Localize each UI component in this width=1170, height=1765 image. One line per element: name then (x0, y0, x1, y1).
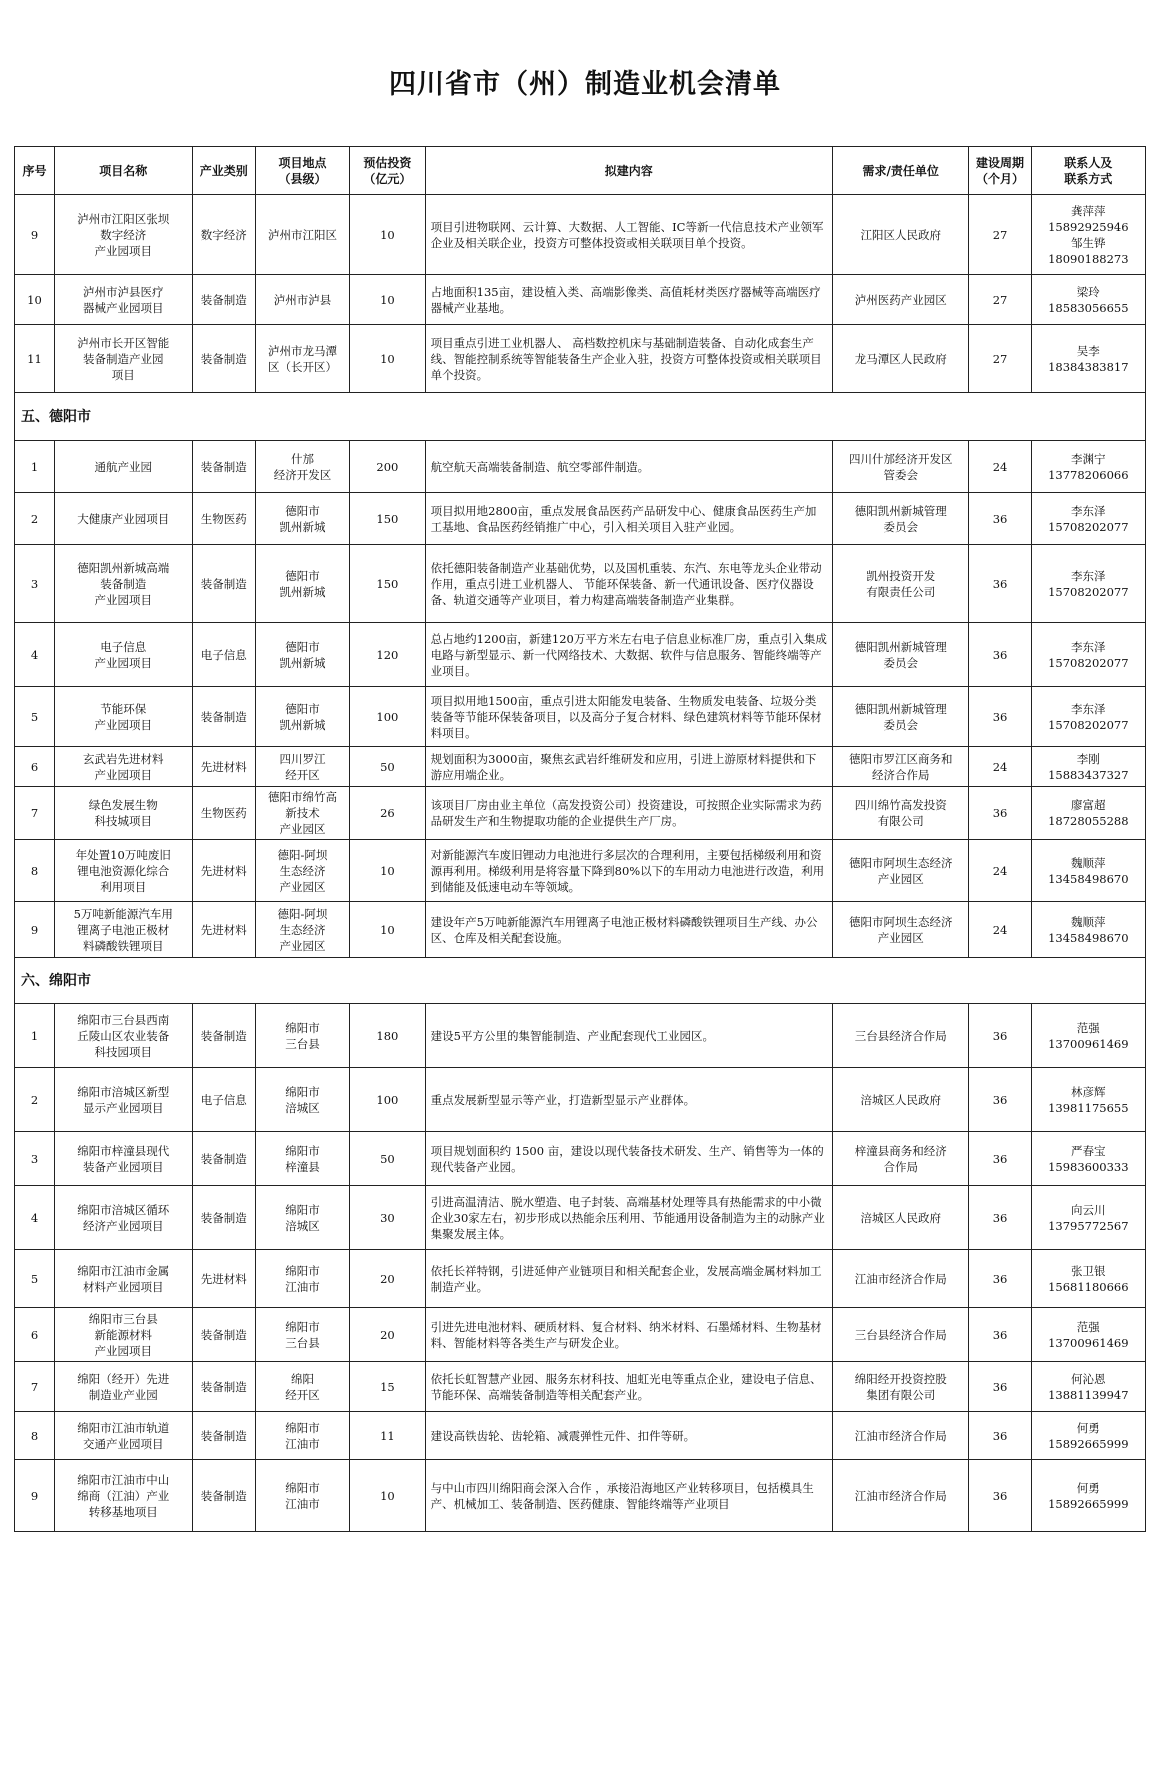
cell-contact: 李东泽 15708202077 (1031, 493, 1145, 545)
cell-location: 绵阳市 江油市 (255, 1250, 349, 1308)
cell-seq: 9 (15, 195, 55, 275)
cell-name: 绵阳市梓潼县现代 装备产业园项目 (54, 1132, 192, 1186)
cell-unit: 德阳市阿坝生态经济 产业园区 (832, 902, 969, 958)
cell-name: 年处置10万吨废旧 锂电池资源化综合 利用项目 (54, 840, 192, 902)
cell-content: 项目拟用地2800亩，重点发展食品医药产品研发中心、健康食品医药生产加工基地、食品医药经销推广中心，引入相关项目入驻产业园。 (425, 493, 832, 545)
cell-seq: 8 (15, 840, 55, 902)
cell-category: 装备制造 (192, 545, 255, 623)
cell-investment: 10 (350, 840, 425, 902)
cell-category: 装备制造 (192, 1460, 255, 1532)
cell-seq: 2 (15, 493, 55, 545)
table-row (15, 1004, 1146, 1068)
page-title: 四川省市（州）制造业机会清单 (389, 69, 781, 100)
cell-investment: 20 (350, 1308, 425, 1362)
cell-category: 先进材料 (192, 747, 255, 787)
cell-category: 装备制造 (192, 1186, 255, 1250)
table-row (15, 747, 1146, 787)
header-investment: 预估投资 （亿元） (350, 147, 425, 195)
cell-name: 泸州市长开区智能 装备制造产业园 项目 (54, 325, 192, 393)
cell-contact: 梁玲 18583056655 (1031, 275, 1145, 325)
cell-unit: 四川什邡经济开发区 管委会 (832, 441, 969, 493)
cell-name: 玄武岩先进材料 产业园项目 (54, 747, 192, 787)
cell-seq: 11 (15, 325, 55, 393)
cell-contact: 严春宝 15983600333 (1031, 1132, 1145, 1186)
table-row (15, 1186, 1146, 1250)
cell-contact: 李刚 15883437327 (1031, 747, 1145, 787)
table-row (15, 1250, 1146, 1308)
cell-contact: 范强 13700961469 (1031, 1308, 1145, 1362)
cell-location: 德阳市 凯州新城 (255, 623, 349, 687)
cell-content: 重点发展新型显示等产业，打造新型显示产业群体。 (425, 1068, 832, 1132)
cell-category: 装备制造 (192, 1308, 255, 1362)
cell-category: 装备制造 (192, 275, 255, 325)
cell-investment: 100 (350, 687, 425, 747)
cell-location: 绵阳市 涪城区 (255, 1068, 349, 1132)
cell-contact: 范强 13700961469 (1031, 1004, 1145, 1068)
cell-content: 规划面积为3000亩，聚焦玄武岩纤维研发和应用，引进上游原材料提供和下游应用端企业。 (425, 747, 832, 787)
cell-period: 36 (969, 1412, 1031, 1460)
cell-period: 24 (969, 747, 1031, 787)
cell-seq: 6 (15, 1308, 55, 1362)
cell-period: 24 (969, 902, 1031, 958)
cell-period: 36 (969, 493, 1031, 545)
cell-period: 36 (969, 1308, 1031, 1362)
cell-contact: 李渊宁 13778206066 (1031, 441, 1145, 493)
cell-category: 装备制造 (192, 1004, 255, 1068)
cell-location: 德阳-阿坝 生态经济 产业园区 (255, 840, 349, 902)
cell-contact: 龚萍萍 15892925946 邹生铧 18090188273 (1031, 195, 1145, 275)
cell-name: 绵阳市三台县西南 丘陵山区农业装备 科技园项目 (54, 1004, 192, 1068)
cell-content: 依托长虹智慧产业园、服务东材科技、旭虹光电等重点企业，建设电子信息、节能环保、高端装备制造等相关配套产业。 (425, 1362, 832, 1412)
cell-content: 引进先进电池材料、硬质材料、复合材料、纳米材料、石墨烯材料、生物基材料、智能材料等各类生产与研发企业。 (425, 1308, 832, 1362)
cell-contact: 林彦辉 13981175655 (1031, 1068, 1145, 1132)
cell-unit: 四川绵竹高发投资 有限公司 (832, 787, 969, 840)
cell-investment: 10 (350, 195, 425, 275)
cell-unit: 江油市经济合作局 (832, 1412, 969, 1460)
cell-unit: 三台县经济合作局 (832, 1004, 969, 1068)
cell-period: 36 (969, 687, 1031, 747)
table-row (15, 1362, 1146, 1412)
cell-name: 绿色发展生物 科技城项目 (54, 787, 192, 840)
cell-seq: 3 (15, 1132, 55, 1186)
cell-period: 36 (969, 623, 1031, 687)
cell-content: 航空航天高端装备制造、航空零部件制造。 (425, 441, 832, 493)
cell-location: 四川罗江 经开区 (255, 747, 349, 787)
cell-name: 电子信息 产业园项目 (54, 623, 192, 687)
table-row (15, 623, 1146, 687)
cell-investment: 120 (350, 623, 425, 687)
section-header-row (15, 393, 1146, 441)
header-content: 拟建内容 (425, 147, 832, 195)
cell-name: 绵阳市江油市轨道 交通产业园项目 (54, 1412, 192, 1460)
header-unit: 需求/责任单位 (832, 147, 969, 195)
cell-unit: 梓潼县商务和经济 合作局 (832, 1132, 969, 1186)
cell-period: 36 (969, 1186, 1031, 1250)
cell-investment: 15 (350, 1362, 425, 1412)
cell-investment: 26 (350, 787, 425, 840)
cell-contact: 何沁恩 13881139947 (1031, 1362, 1145, 1412)
cell-category: 电子信息 (192, 623, 255, 687)
cell-unit: 江阳区人民政府 (832, 195, 969, 275)
cell-seq: 9 (15, 902, 55, 958)
header-name: 项目名称 (54, 147, 192, 195)
cell-unit: 德阳凯州新城管理 委员会 (832, 687, 969, 747)
cell-content: 依托德阳装备制造产业基础优势，以及国机重装、东汽、东电等龙头企业带动作用，重点引进工业机器人、 节能环保装备、新一代通讯设备、医疗仪器设备、轨道交通等产业项目，着力构建高端装备制造产业集群。 (425, 545, 832, 623)
cell-location: 绵阳市 三台县 (255, 1004, 349, 1068)
cell-content: 建设5平方公里的集智能制造、产业配套现代工业园区。 (425, 1004, 832, 1068)
cell-name: 绵阳市江油市金属 材料产业园项目 (54, 1250, 192, 1308)
cell-period: 36 (969, 545, 1031, 623)
table-row (15, 902, 1146, 958)
cell-name: 泸州市泸县医疗 器械产业园项目 (54, 275, 192, 325)
cell-category: 先进材料 (192, 902, 255, 958)
table-row (15, 493, 1146, 545)
cell-investment: 10 (350, 325, 425, 393)
cell-contact: 吴李 18384383817 (1031, 325, 1145, 393)
cell-seq: 9 (15, 1460, 55, 1532)
cell-content: 占地面积135亩，建设植入类、高端影像类、高值耗材类医疗器械等高端医疗器械产业基地。 (425, 275, 832, 325)
cell-investment: 180 (350, 1004, 425, 1068)
cell-seq: 4 (15, 623, 55, 687)
cell-period: 36 (969, 1132, 1031, 1186)
cell-name: 大健康产业园项目 (54, 493, 192, 545)
cell-location: 绵阳市 三台县 (255, 1308, 349, 1362)
cell-contact: 向云川 13795772567 (1031, 1186, 1145, 1250)
cell-unit: 德阳市罗江区商务和 经济合作局 (832, 747, 969, 787)
cell-unit: 龙马潭区人民政府 (832, 325, 969, 393)
cell-category: 装备制造 (192, 1412, 255, 1460)
cell-unit: 德阳凯州新城管理 委员会 (832, 493, 969, 545)
table-row (15, 1460, 1146, 1532)
cell-content: 项目重点引进工业机器人、 高档数控机床与基础制造装备、自动化成套生产线、智能控制系统等智能装备生产企业入驻，投资方可整体投资或相关联项目单个投资。 (425, 325, 832, 393)
cell-unit: 涪城区人民政府 (832, 1186, 969, 1250)
cell-location: 德阳市绵竹高 新技术 产业园区 (255, 787, 349, 840)
cell-seq: 1 (15, 1004, 55, 1068)
cell-seq: 10 (15, 275, 55, 325)
cell-name: 绵阳（经开）先进 制造业产业园 (54, 1362, 192, 1412)
cell-seq: 1 (15, 441, 55, 493)
cell-location: 绵阳市 梓潼县 (255, 1132, 349, 1186)
header-seq: 序号 (15, 147, 55, 195)
cell-period: 36 (969, 1250, 1031, 1308)
table-row (15, 441, 1146, 493)
cell-unit: 德阳市阿坝生态经济 产业园区 (832, 840, 969, 902)
cell-name: 节能环保 产业园项目 (54, 687, 192, 747)
cell-content: 建设高铁齿轮、齿轮箱、减震弹性元件、扣件等研。 (425, 1412, 832, 1460)
cell-name: 德阳凯州新城高端 装备制造 产业园项目 (54, 545, 192, 623)
cell-contact: 魏顺萍 13458498670 (1031, 902, 1145, 958)
cell-contact: 李东泽 15708202077 (1031, 687, 1145, 747)
cell-seq: 3 (15, 545, 55, 623)
cell-investment: 10 (350, 1460, 425, 1532)
table-row (15, 195, 1146, 275)
cell-location: 什邡 经济开发区 (255, 441, 349, 493)
cell-seq: 8 (15, 1412, 55, 1460)
cell-seq: 7 (15, 787, 55, 840)
cell-unit: 绵阳经开投资控股 集团有限公司 (832, 1362, 969, 1412)
cell-location: 绵阳市 江油市 (255, 1412, 349, 1460)
cell-content: 对新能源汽车废旧锂动力电池进行多层次的合理利用，主要包括梯级利用和资源再利用。梯级利用是将容量下降到80%以下的车用动力电池进行改造，利用到储能及低速电动车等领域。 (425, 840, 832, 902)
table-row (15, 1308, 1146, 1362)
cell-investment: 20 (350, 1250, 425, 1308)
table-row (15, 1412, 1146, 1460)
cell-investment: 30 (350, 1186, 425, 1250)
cell-location: 德阳市 凯州新城 (255, 493, 349, 545)
cell-category: 生物医药 (192, 787, 255, 840)
header-location: 项目地点 （县级） (255, 147, 349, 195)
table-row (15, 840, 1146, 902)
cell-category: 先进材料 (192, 840, 255, 902)
cell-period: 36 (969, 1460, 1031, 1532)
cell-seq: 5 (15, 687, 55, 747)
cell-unit: 泸州医药产业园区 (832, 275, 969, 325)
cell-category: 装备制造 (192, 1362, 255, 1412)
cell-investment: 10 (350, 902, 425, 958)
cell-contact: 李东泽 15708202077 (1031, 623, 1145, 687)
cell-period: 27 (969, 325, 1031, 393)
cell-location: 德阳市 凯州新城 (255, 687, 349, 747)
cell-location: 德阳市 凯州新城 (255, 545, 349, 623)
cell-unit: 江油市经济合作局 (832, 1460, 969, 1532)
table-body (15, 195, 1146, 1532)
cell-unit: 三台县经济合作局 (832, 1308, 969, 1362)
cell-seq: 5 (15, 1250, 55, 1308)
cell-period: 27 (969, 275, 1031, 325)
cell-location: 绵阳市 涪城区 (255, 1186, 349, 1250)
cell-location: 泸州市龙马潭 区（长开区） (255, 325, 349, 393)
cell-category: 装备制造 (192, 441, 255, 493)
cell-name: 绵阳市涪城区循环 经济产业园项目 (54, 1186, 192, 1250)
cell-name: 绵阳市涪城区新型 显示产业园项目 (54, 1068, 192, 1132)
cell-category: 电子信息 (192, 1068, 255, 1132)
cell-period: 36 (969, 787, 1031, 840)
header-category: 产业类别 (192, 147, 255, 195)
cell-period: 36 (969, 1068, 1031, 1132)
cell-investment: 100 (350, 1068, 425, 1132)
cell-investment: 200 (350, 441, 425, 493)
cell-seq: 7 (15, 1362, 55, 1412)
section-title: 六、绵阳市 (15, 958, 1146, 1004)
cell-location: 绵阳 经开区 (255, 1362, 349, 1412)
cell-content: 引进高温清洁、脱水塑造、电子封装、高端基材处理等具有热能需求的中小微企业30家左右，初步形成以热能余压利用、节能通用设备制造为主的动脉产业集聚发展主体。 (425, 1186, 832, 1250)
cell-investment: 150 (350, 493, 425, 545)
cell-category: 先进材料 (192, 1250, 255, 1308)
cell-content: 项目规划面积约 1500 亩，建设以现代装备技术研发、生产、销售等为一体的现代装备产业园。 (425, 1132, 832, 1186)
cell-period: 27 (969, 195, 1031, 275)
cell-location: 绵阳市 江油市 (255, 1460, 349, 1532)
cell-content: 项目引进物联网、云计算、大数据、人工智能、IC等新一代信息技术产业领军企业及相关联企业，投资方可整体投资或相关联项目单个投资。 (425, 195, 832, 275)
section-title: 五、德阳市 (15, 393, 1146, 441)
cell-period: 36 (969, 1362, 1031, 1412)
cell-content: 建设年产5万吨新能源汽车用锂离子电池正极材料磷酸铁锂项目生产线、办公区、仓库及相关配套设施。 (425, 902, 832, 958)
cell-category: 装备制造 (192, 325, 255, 393)
cell-name: 通航产业园 (54, 441, 192, 493)
cell-category: 数字经济 (192, 195, 255, 275)
cell-name: 绵阳市江油市中山 绵商（江油）产业 转移基地项目 (54, 1460, 192, 1532)
cell-content: 总占地约1200亩，新建120万平方米左右电子信息业标准厂房，重点引入集成电路与新型显示、新一代网络技术、大数据、软件与信息服务、智能终端等产业项目。 (425, 623, 832, 687)
table-row (15, 325, 1146, 393)
cell-contact: 魏顺萍 13458498670 (1031, 840, 1145, 902)
cell-investment: 11 (350, 1412, 425, 1460)
cell-period: 36 (969, 1004, 1031, 1068)
cell-content: 该项目厂房由业主单位（高发投资公司）投资建设，可按照企业实际需求为药品研发生产和生物提取功能的企业提供生产厂房。 (425, 787, 832, 840)
cell-period: 24 (969, 441, 1031, 493)
cell-unit: 涪城区人民政府 (832, 1068, 969, 1132)
cell-category: 装备制造 (192, 687, 255, 747)
cell-name: 5万吨新能源汽车用 锂离子电池正极材 料磷酸铁锂项目 (54, 902, 192, 958)
cell-contact: 李东泽 15708202077 (1031, 545, 1145, 623)
cell-investment: 50 (350, 1132, 425, 1186)
cell-content: 项目拟用地1500亩，重点引进太阳能发电装备、生物质发电装备、垃圾分类装备等节能环保装备项目，以及高分子复合材料、绿色建筑材料等节能环保材料项目。 (425, 687, 832, 747)
table-header-row (15, 147, 1146, 195)
cell-content: 依托长祥特钢，引进延伸产业链项目和相关配套企业，发展高端金属材料加工制造产业。 (425, 1250, 832, 1308)
cell-unit: 江油市经济合作局 (832, 1250, 969, 1308)
cell-name: 绵阳市三台县 新能源材料 产业园项目 (54, 1308, 192, 1362)
table-row (15, 1068, 1146, 1132)
opportunity-table (14, 146, 1146, 1532)
table-row (15, 787, 1146, 840)
cell-contact: 何勇 15892665999 (1031, 1460, 1145, 1532)
cell-investment: 150 (350, 545, 425, 623)
header-period: 建设周期 （个月） (969, 147, 1031, 195)
table-row (15, 545, 1146, 623)
table-row (15, 275, 1146, 325)
cell-seq: 4 (15, 1186, 55, 1250)
cell-investment: 10 (350, 275, 425, 325)
cell-seq: 2 (15, 1068, 55, 1132)
cell-category: 生物医药 (192, 493, 255, 545)
cell-investment: 50 (350, 747, 425, 787)
cell-period: 24 (969, 840, 1031, 902)
section-header-row (15, 958, 1146, 1004)
table-row (15, 1132, 1146, 1186)
cell-unit: 德阳凯州新城管理 委员会 (832, 623, 969, 687)
cell-category: 装备制造 (192, 1132, 255, 1186)
cell-location: 泸州市泸县 (255, 275, 349, 325)
cell-seq: 6 (15, 747, 55, 787)
header-contact: 联系人及 联系方式 (1031, 147, 1145, 195)
cell-contact: 张卫银 15681180666 (1031, 1250, 1145, 1308)
cell-location: 泸州市江阳区 (255, 195, 349, 275)
cell-name: 泸州市江阳区张坝 数字经济 产业园项目 (54, 195, 192, 275)
table-row (15, 687, 1146, 747)
cell-contact: 廖富超 18728055288 (1031, 787, 1145, 840)
cell-unit: 凯州投资开发 有限责任公司 (832, 545, 969, 623)
cell-content: 与中山市四川绵阳商会深入合作 ，承接沿海地区产业转移项目，包括模具生产、机械加工、装备制造、医药健康、智能终端等产业项目 (425, 1460, 832, 1532)
cell-contact: 何勇 15892665999 (1031, 1412, 1145, 1460)
cell-location: 德阳-阿坝 生态经济 产业园区 (255, 902, 349, 958)
